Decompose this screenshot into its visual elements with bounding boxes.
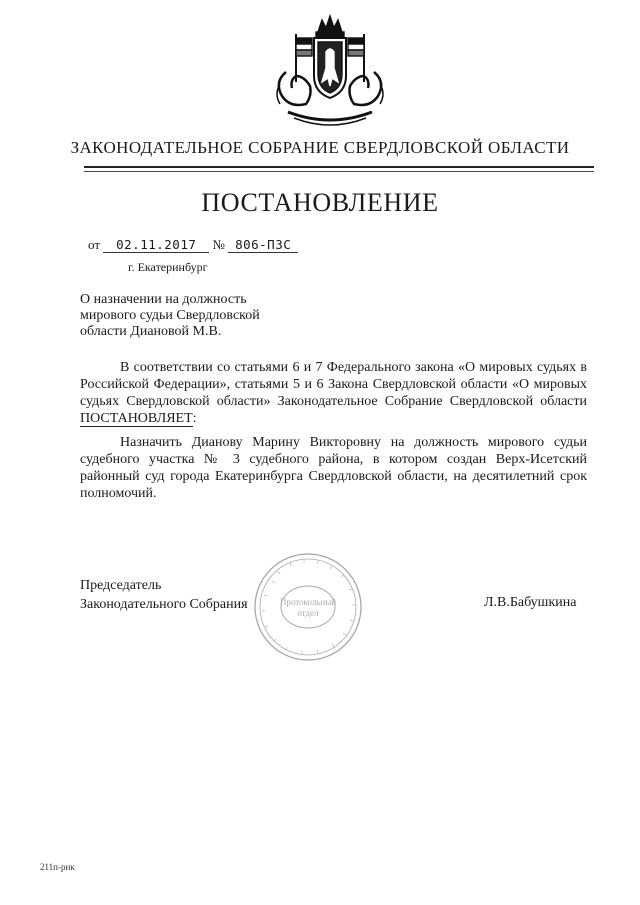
official-stamp [252, 551, 364, 663]
number-prefix: № [212, 237, 225, 252]
paragraph-1-end: : [192, 411, 197, 426]
document-title: ПОСТАНОВЛЕНИЕ [201, 188, 439, 217]
paragraph-1-text: В соответствии со статьями 6 и 7 Федерального закона «О мировых судьях в Российской Федерации», статьями 5 и 6 Закона Свердловской области «О мировых судьях Свердловской области» Законодательное Собрание Свердловской области [80, 360, 587, 409]
footer-code: 211п-рнк [40, 862, 75, 872]
header-divider-thick [84, 166, 594, 168]
signatory-position [80, 576, 248, 614]
stamp-text-line-2: отдел [297, 608, 319, 618]
organization-title: ЗАКОНОДАТЕЛЬНОЕ СОБРАНИЕ СВЕРДЛОВСКОЙ ОБЛАСТИ [70, 138, 570, 157]
body-paragraph-2: Назначить Дианову Марину Викторовну на должность мирового судьи судебного участка № 3 судебного района, в котором создан Верх-Исетский районный суд города Екатеринбурга Свердловской области, на десятилетний срок полномочий. [80, 435, 587, 501]
document-date: 02.11.2017 [103, 237, 209, 253]
document-city: г. Екатеринбург [128, 260, 208, 274]
header-divider-thin [84, 171, 594, 172]
coat-of-arms-emblem [268, 12, 392, 132]
position-line-2: Законодательного Собрания [80, 597, 248, 612]
date-prefix: от [88, 237, 101, 252]
decree-word: ПОСТАНОВЛЯЕТ [80, 411, 193, 426]
position-line-1: Председатель [80, 578, 162, 593]
document-subject [80, 292, 340, 340]
subject-line: мирового судьи Свердловской [80, 308, 260, 323]
body-paragraph-1 [80, 359, 587, 427]
subject-line: О назначении на должность [80, 292, 247, 307]
signatory-name: Л.В.Бабушкина [484, 595, 577, 610]
stamp-text-line-1: Протокольный [279, 597, 337, 607]
document-number: 806-ПЗС [228, 237, 298, 253]
subject-line: области Диановой М.В. [80, 324, 222, 339]
date-number-line [88, 237, 298, 253]
